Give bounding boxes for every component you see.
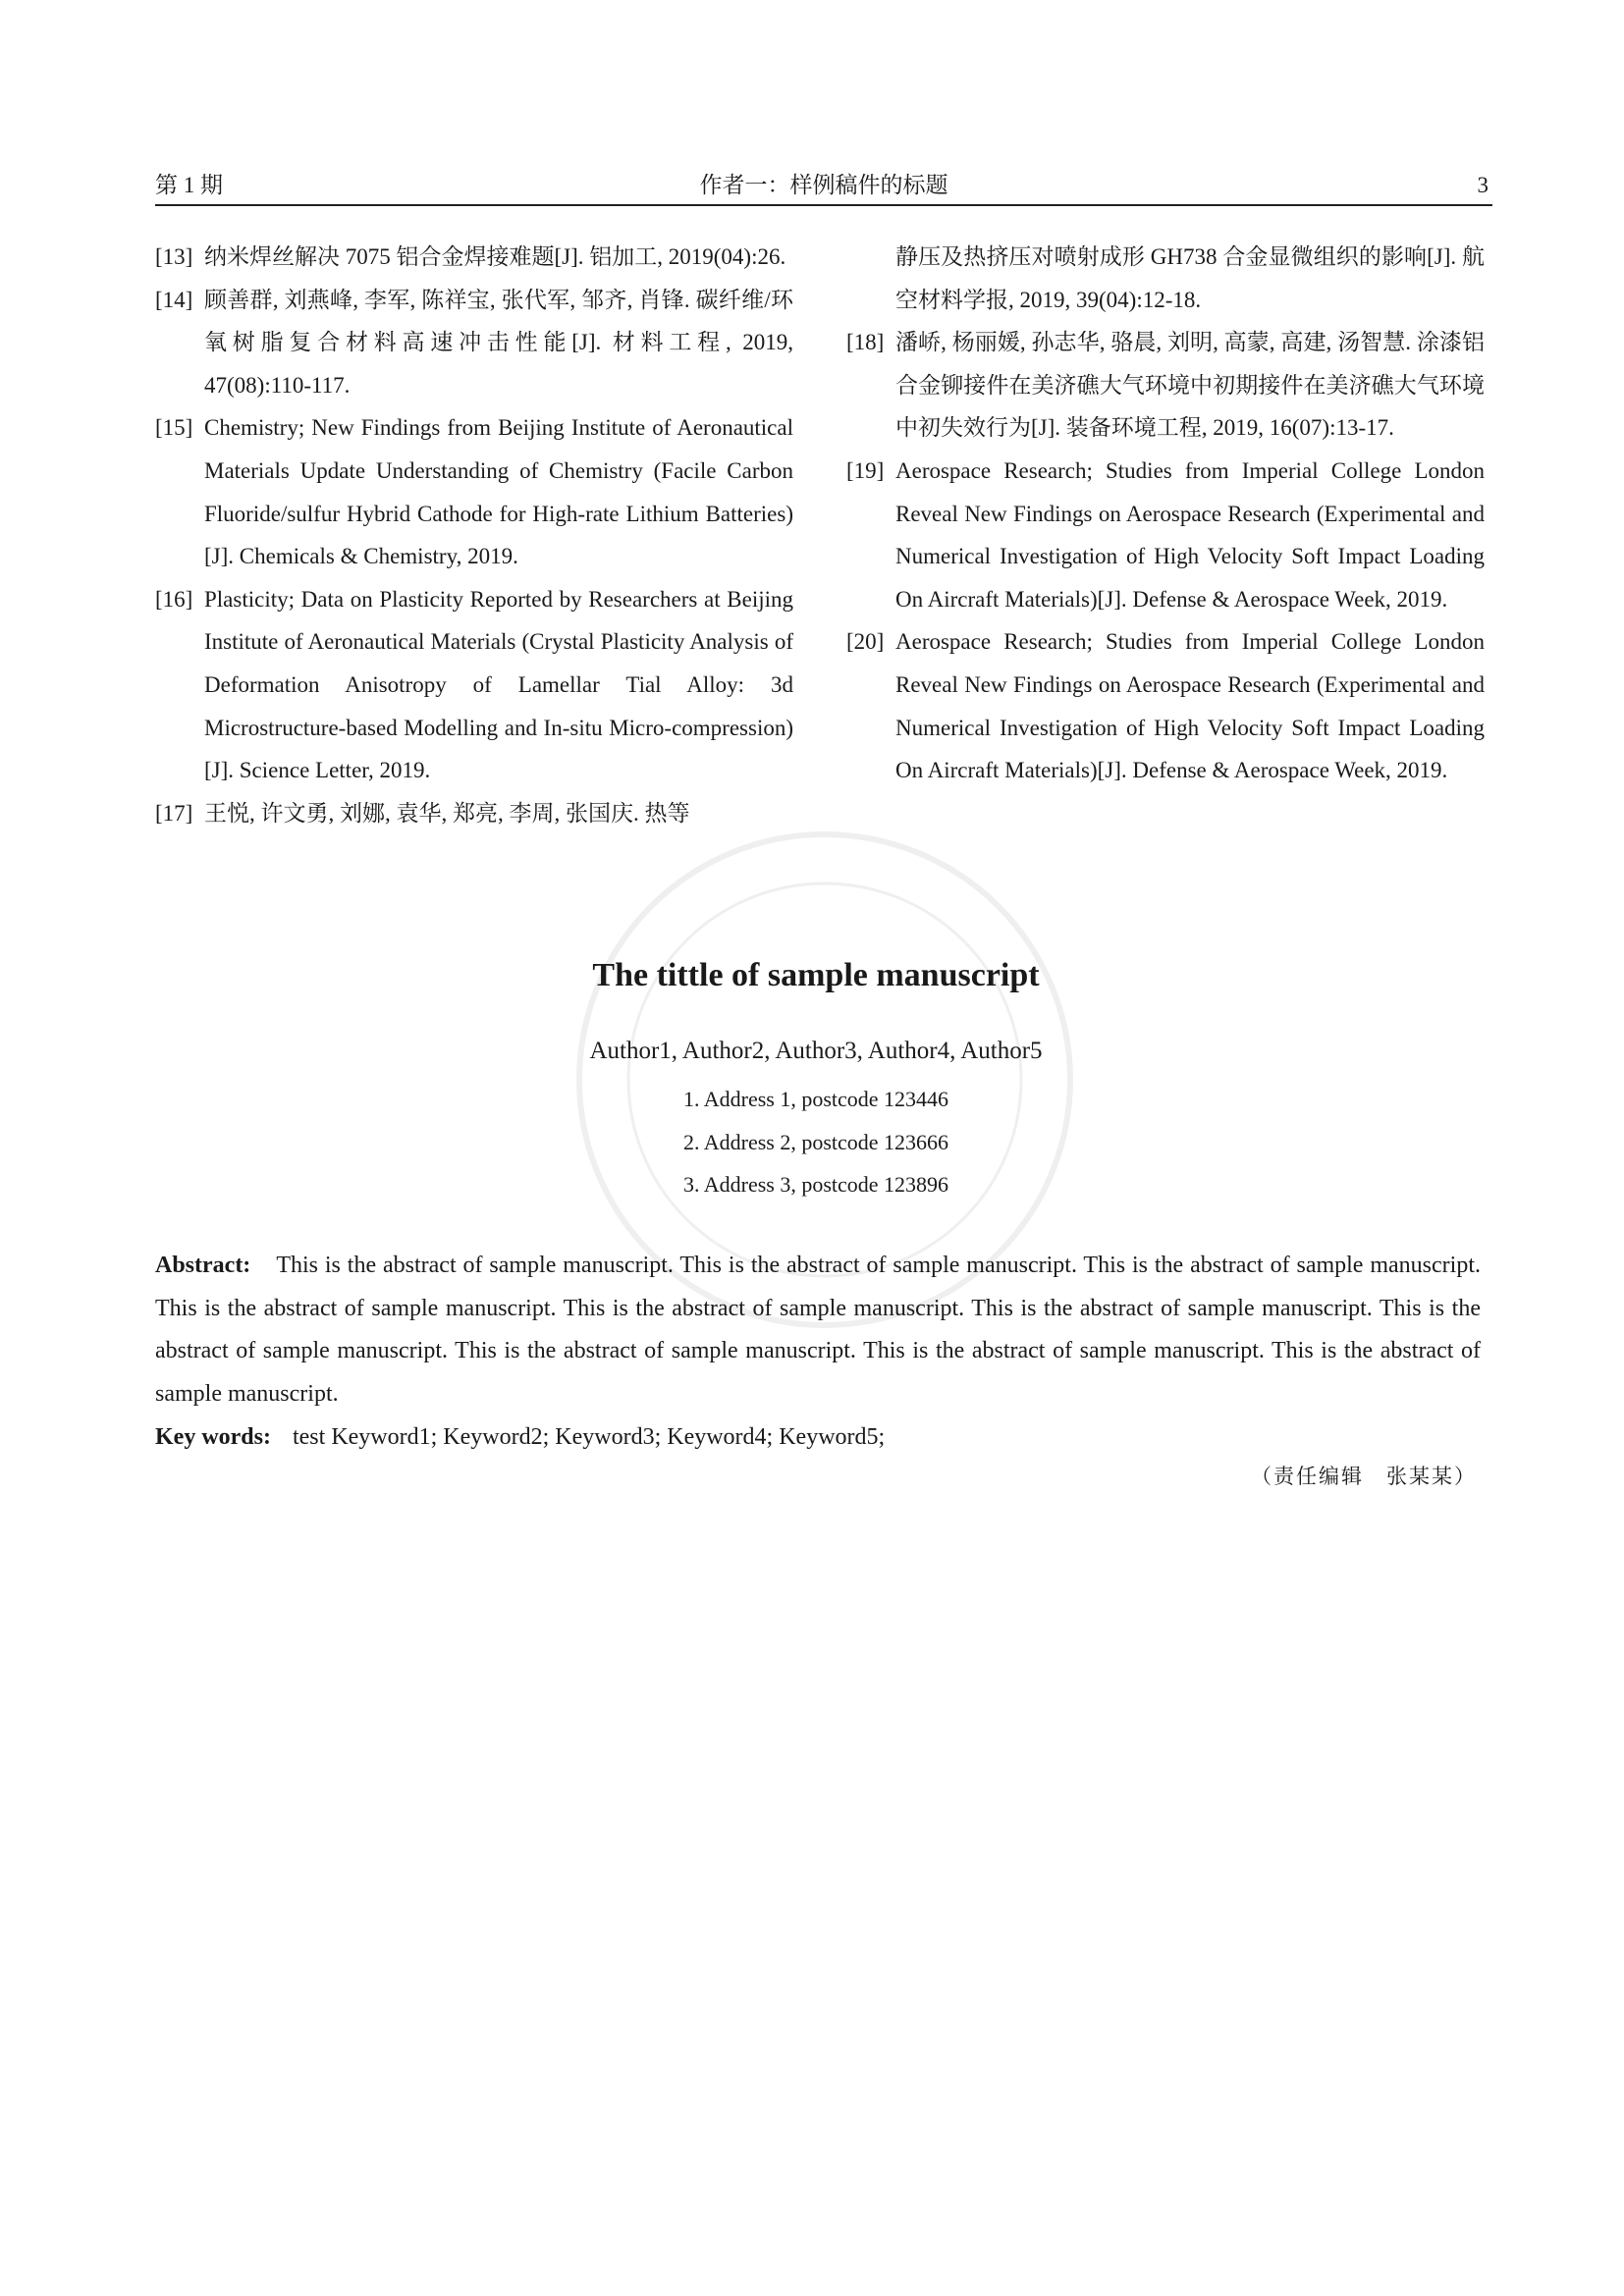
reference-item [155,279,793,407]
reference-text: 纳米焊丝解决 7075 铝合金焊接难题[J]. 铝加工, 2019(04):26. [204,244,786,269]
reference-item [846,450,1485,620]
references-right-column [846,236,1485,792]
reference-item [155,578,793,792]
running-title: 作者一：样例稿件的标题 [699,173,948,197]
reference-item [155,792,793,835]
reference-text: Plasticity; Data on Plasticity Reported by Researchers at Beijing Institute of Aeronautical Materials (Crystal Plasticity Analysis of Deformation Anisotropy of Lamellar Tial Alloy: 3d Microstructure-based Modelling and In-situ Micro-compression)[J]. Science Letter, 2019. [204,586,793,783]
reference-text: 潘峤, 杨丽媛, 孙志华, 骆晨, 刘明, 高蒙, 高建, 汤智慧. 涂漆铝合金铆接件在美济礁大气环境中初期接件在美济礁大气环境中初失效行为[J]. 装备环境工程, 2019, 16(07):13-17. [895,330,1485,441]
responsible-editor: （责任编辑 张某某） [1251,1465,1477,1488]
keywords-text: test Keyword1; Keyword2; Keyword3; Keyword4; Keyword5; [292,1424,886,1450]
reference-number: [16] [155,586,193,612]
author-list: Author1, Author2, Author3, Author4, Author5 [589,1038,1043,1064]
reference-item [846,321,1485,450]
address-line: 3. Address 3, postcode 123896 [682,1172,949,1198]
reference-text: Aerospace Research; Studies from Imperial College London Reveal New Findings on Aerospace Research (Experimental and Numerical Investigation of High Velocity Soft Impact Loading On Aircraft Materials)[J]. Defense & Aerospace Week, 2019. [895,457,1485,612]
reference-number: [17] [155,800,193,826]
address-line: 1. Address 1, postcode 123446 [682,1087,949,1111]
reference-item [846,620,1485,791]
reference-number: [19] [846,457,885,483]
reference-text: 王悦, 许文勇, 刘娜, 袁华, 郑亮, 李周, 张国庆. 热等 [204,800,690,826]
references-left-column [155,236,793,834]
reference-number: [20] [846,629,885,655]
paper-title: The tittle of sample manuscript [592,957,1040,993]
abstract-label: Abstract: [155,1253,251,1278]
page-number: 3 [1477,173,1489,197]
abstract-text: This is the abstract of sample manuscript. This is the abstract of sample manuscript. This is the abstract of sample manuscript. This is the abstract of sample manuscript. This is the abstract of sample manuscript. This is the abstract of sample manuscript. This is the abstract of sample manuscript. This is the abstract of sample manuscript. This is the abstract of sample manuscript. This is the abstract of sample manuscript. [155,1253,1481,1407]
abstract-paragraph [155,1245,1481,1415]
reference-number: [14] [155,287,193,312]
running-header [155,171,1492,206]
reference-number: [13] [155,244,193,269]
reference-number: [18] [846,330,885,355]
reference-number: [15] [155,415,193,441]
reference-text: 静压及热挤压对喷射成形 GH738 合金显微组织的影响[J]. 航空材料学报, 2019, 39(04):12-18. [895,244,1485,312]
issue-label: 第 1 期 [155,173,223,197]
reference-text: 顾善群, 刘燕峰, 李军, 陈祥宝, 张代军, 邹齐, 肖锋. 碳纤维/环氧树脂复合材料高速冲击性能[J]. 材料工程, 2019, 47(08):110-117. [204,287,793,398]
reference-text: Chemistry; New Findings from Beijing Institute of Aeronautical Materials Update Understanding of Chemistry (Facile Carbon Fluoride/sulfur Hybrid Cathode for High-rate Lithium Batteries)[J]. Chemicals & Chemistry, 2019. [204,415,793,569]
reference-item [155,236,793,279]
address-line: 2. Address 2, postcode 123666 [682,1129,949,1154]
reference-item-continued [846,236,1485,321]
address-list [155,1078,1477,1206]
reference-text: Aerospace Research; Studies from Imperial College London Reveal New Findings on Aerospace Research (Experimental and Numerical Investigation of High Velocity Soft Impact Loading On Aircraft Materials)[J]. Defense & Aerospace Week, 2019. [895,629,1485,783]
keywords-line [155,1417,1481,1457]
keywords-label: Key words: [155,1424,271,1450]
reference-item [155,406,793,577]
